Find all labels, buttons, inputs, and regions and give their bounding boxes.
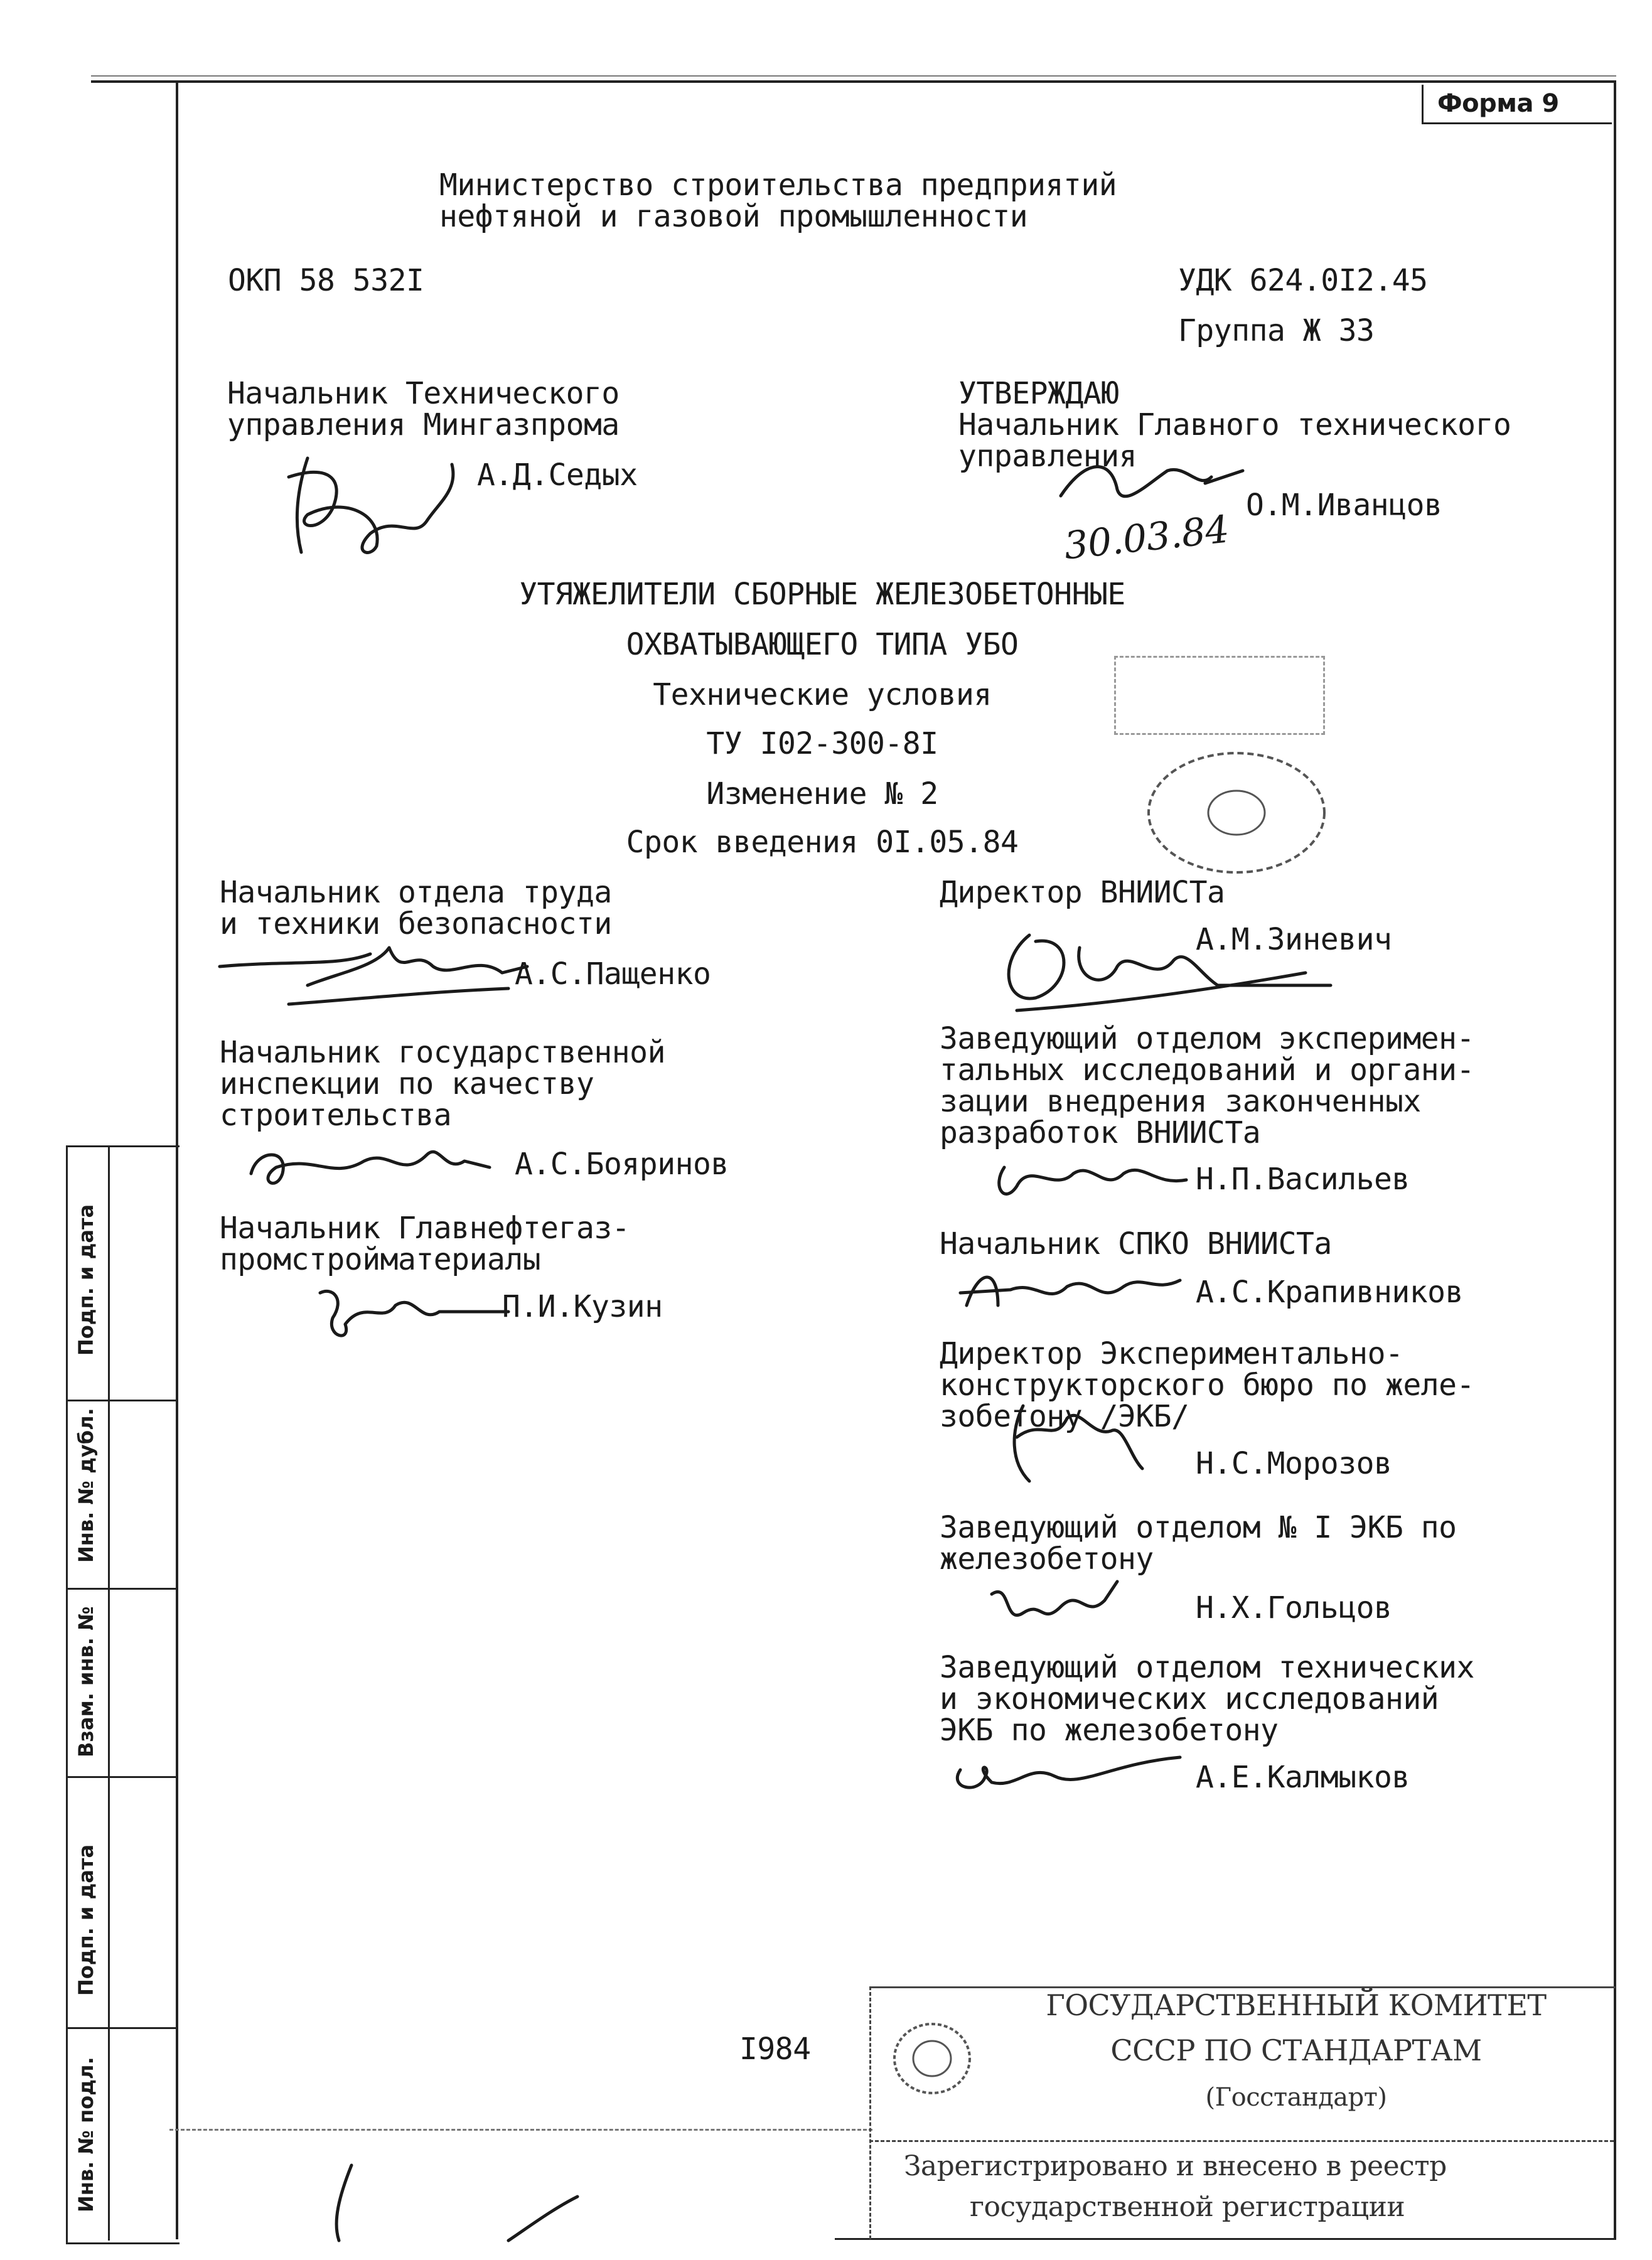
right-signer-5-title-2: железобетону: [940, 1541, 1154, 1577]
doc-change: Изменение № 2: [706, 776, 938, 811]
right-signer-4-name: Н.С.Морозов: [1196, 1446, 1392, 1481]
form-label: Форма 9: [1437, 89, 1559, 118]
right-signer-2-title-1: Заведующий отделом эксперимен-: [940, 1021, 1474, 1056]
right-signer-4-title-2: конструкторского бюро по желе-: [940, 1368, 1474, 1403]
right-signer-2-title-2: тальных исследований и органи-: [940, 1052, 1474, 1088]
right-signer-5-title-1: Заведующий отделом № I ЭКБ по: [940, 1510, 1457, 1545]
gosstandart-divider: [869, 2140, 1614, 2142]
right-signer-6-title-1: Заведующий отделом технических: [940, 1650, 1474, 1685]
margin-row-1: [66, 1400, 178, 1401]
left-approver-title-1: Начальник Технического: [227, 376, 620, 411]
left-signer-1-title-1: Начальник отдела труда: [220, 875, 612, 910]
right-approver-name: О.М.Иванцов: [1246, 488, 1442, 523]
left-signer-2-title-2: инспекции по качеству: [220, 1066, 594, 1101]
udk-code: УДК 624.0I2.45: [1178, 263, 1428, 298]
ministry-line-2: нефтяной и газовой промышленности: [439, 199, 1028, 234]
margin-label-replace-inv: Взам. инв. №: [74, 1606, 98, 1757]
right-signer-4-title-1: Директор Экспериментально-: [940, 1336, 1403, 1371]
left-signer-2-title-1: Начальник государственной: [220, 1035, 665, 1070]
right-signer-1-name: А.М.Зиневич: [1196, 922, 1392, 957]
frame-right: [1614, 80, 1616, 2239]
left-signer-2-name: А.С.Бояринов: [515, 1147, 729, 1182]
left-signer-3-title-2: промстройматериалы: [220, 1242, 541, 1277]
right-signer-1-title: Директор ВНИИСТа: [940, 875, 1225, 910]
okp-code: ОКП 58 532I: [228, 263, 424, 298]
right-signer-3-name: А.С.Крапивников: [1196, 1275, 1463, 1310]
doc-term: Срок введения 0I.05.84: [626, 825, 1019, 860]
left-signer-1-name: А.С.Пащенко: [515, 956, 711, 992]
gosstandart-line-1: ГОСУДАРСТВЕННЫЙ КОМИТЕТ: [1046, 1988, 1547, 2022]
right-signer-6-title-2: и экономических исследований: [940, 1681, 1439, 1716]
faint-stamp-rect: [1114, 656, 1325, 735]
left-signer-3-name: П.И.Кузин: [502, 1289, 663, 1324]
bottom-dashed-line: [169, 2129, 872, 2131]
signature-kuzin: [308, 1274, 515, 1356]
signature-boyarinov: [239, 1130, 502, 1199]
left-signer-1-title-2: и техники безопасности: [220, 906, 612, 941]
gosstandart-line-4: Зарегистрировано и внесено в реестр: [904, 2150, 1447, 2182]
frame-top-outer: [91, 75, 1616, 77]
doc-subtitle: Технические условия: [653, 677, 992, 712]
doc-title-1: УТЯЖЕЛИТЕЛИ СБОРНЫЕ ЖЕЛЕЗОБЕТОННЫЕ: [519, 577, 1125, 612]
ministry-line-1: Министерство строительства предприятий: [439, 168, 1117, 203]
margin-label-orig-inv: Инв. № подл.: [74, 2057, 98, 2212]
signature-vasilyev: [979, 1149, 1193, 1211]
signature-ivantsov: [1048, 446, 1249, 521]
margin-label-signature-date-2: Подп. и дата: [74, 1844, 98, 1996]
right-signer-3-title: Начальник СПКО ВНИИСТа: [940, 1226, 1332, 1261]
margin-row-4: [66, 2027, 178, 2029]
gosstandart-line-5: государственной регистрации: [970, 2191, 1405, 2223]
signature-zinevich: [979, 910, 1343, 1023]
right-signer-2-title-3: зации внедрения законченных: [940, 1084, 1421, 1119]
margin-label-dup-inv: Инв. № дубл.: [74, 1408, 98, 1563]
left-signer-3-title-1: Начальник Главнефтегаз-: [220, 1211, 630, 1246]
signature-pashchenko: [213, 929, 540, 1017]
gosstandart-line-2: СССР ПО СТАНДАРТАМ: [1110, 2033, 1482, 2067]
frame-top: [91, 80, 1616, 83]
left-approver-name: А.Д.Седых: [477, 458, 638, 493]
right-approver-title-1: Начальник Главного технического: [958, 407, 1511, 442]
right-signer-4-title-3: зобетону /ЭКБ/: [940, 1399, 1189, 1434]
doc-title-2: ОХВАТЫВАЮЩЕГО ТИПА УБО: [626, 627, 1019, 662]
right-signer-2-name: Н.П.Васильев: [1196, 1162, 1410, 1197]
approve-label: УТВЕРЖДАЮ: [958, 376, 1119, 411]
left-signer-2-title-3: строительства: [220, 1098, 452, 1133]
year: I984: [739, 2032, 811, 2067]
doc-code: ТУ I02-300-8I: [706, 726, 938, 761]
bottom-strokes: [326, 2159, 653, 2247]
right-approver-title-2: управления: [958, 439, 1137, 474]
signature-krapivnikov: [941, 1255, 1186, 1324]
gosstandart-line-3: (Госстандарт): [1205, 2083, 1387, 2112]
right-signer-6-name: А.Е.Калмыков: [1196, 1760, 1410, 1795]
signature-kalmykov: [935, 1738, 1186, 1801]
group-code: Группа Ж 33: [1178, 313, 1375, 348]
margin-row-2: [66, 1588, 178, 1590]
margin-label-signature-date: Подп. и дата: [74, 1204, 98, 1356]
round-seal: [1142, 744, 1331, 882]
margin-col-divider: [108, 1145, 110, 2241]
right-signer-6-title-3: ЭКБ по железобетону: [940, 1713, 1279, 1748]
right-signer-2-title-4: разработок ВНИИСТа: [940, 1115, 1261, 1150]
right-signer-5-name: Н.Х.Гольцов: [1196, 1590, 1392, 1625]
signature-sedykh: [270, 439, 477, 565]
signature-morozov: [985, 1381, 1186, 1494]
approval-date: 30.03.84: [1062, 507, 1231, 569]
margin-row-3: [66, 1776, 178, 1778]
signature-goltsov: [973, 1569, 1130, 1638]
gosstandart-emblem: [885, 2015, 979, 2102]
left-approver-title-2: управления Мингазпрома: [227, 407, 620, 442]
